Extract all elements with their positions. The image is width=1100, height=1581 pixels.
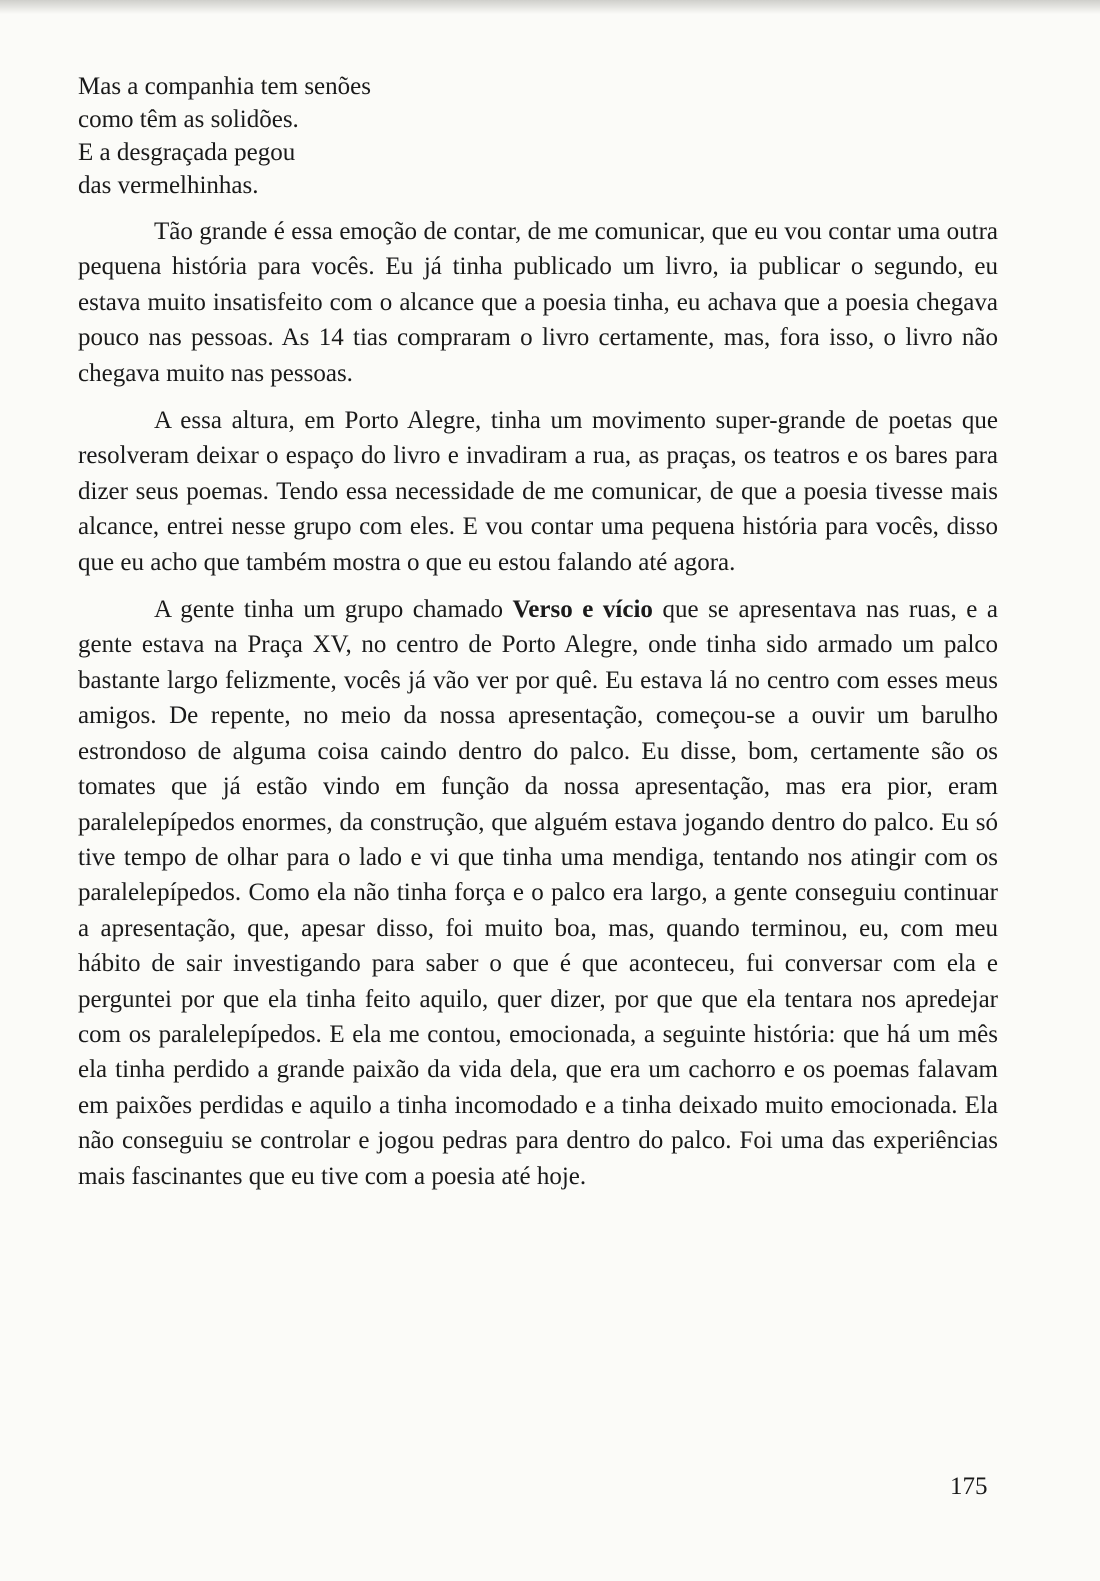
book-page <box>78 70 998 1206</box>
page-number: 175 <box>950 1473 988 1500</box>
group-name-bold: Verso e vício <box>512 596 653 624</box>
paragraph-text: que se apresentava nas ruas, e a gente estava na Praça XV, no centro de Porto Alegre, onde tinha sido armado um palco bastante largo felizmente, vocês já vão ver por quê. Eu estava lá no centro com esses meus amigos. De repente, no meio da nossa apresentação, começou-se a ouvir um barulho estrondoso de alguma coisa caindo dentro do palco. Eu disse, bom, certamente são os tomates que já estão vindo em função da nossa apresentação, mas era pior, eram paralelepípedos enormes, da construção, que alguém estava jogando dentro do palco. Eu só tive tempo de olhar para o lado e vi que tinha uma mendiga, tentando nos atingir com os paralelepípedos. Como ela não tinha força e o palco era largo, a gente conseguiu continuar a apresentação, que, apesar disso, foi muito boa, mas, quando terminou, eu, com meu hábito de sair investigando para saber o que é que aconteceu, fui conversar com ela e perguntei por que ela tinha feito aquilo, quer dizer, por que que ela tentara nos apredejar com os paralelepípedos. E ela me contou, emocionada, a seguinte história: que há um mês ela tinha perdido a grande paixão da vida dela, que era um cachorro e os poemas falavam em paixões perdidas e aquilo a tinha incomodado e a tinha deixado muito emocionada. Ela não conseguiu se controlar e jogou pedras para dentro do palco. Foi uma das experiências mais fascinantes que eu tive com a poesia até hoje. <box>78 596 999 1190</box>
paragraph-verso-e-vicio-story <box>78 592 998 1194</box>
scan-edge-shadow <box>0 0 1100 14</box>
paragraph-text: A gente tinha um grupo chamado <box>154 596 513 624</box>
paragraph-second-story-intro: Tão grande é essa emoção de contar, de me comunicar, que eu vou contar uma outra pequena história para vocês. Eu já tinha publicado um livro, ia publicar o segundo, eu estava muito insatisfeito com o alcance que a poesia tinha, eu achava que a poesia chegava pouco nas pessoas. As 14 tias compraram o livro certamente, mas, fora isso, o livro não chegava muito nas pessoas. <box>78 218 998 387</box>
poem-line: como têm as solidões. <box>78 106 299 133</box>
poem-line: Mas a companhia tem senões <box>78 73 371 100</box>
poem-line: das vermelhinhas. <box>78 172 259 199</box>
paragraph-porto-alegre-movement: A essa altura, em Porto Alegre, tinha um movimento super-grande de poetas que resolveram deixar o espaço do livro e invadiram a rua, as praças, os teatros e os bares para dizer seus poemas. Tendo essa necessidade de me comunicar, de que a poesia tivesse mais alcance, entrei nesse grupo com eles. E vou contar uma pequena história para vocês, disso que eu acho que também mostra o que eu estou falando até agora. <box>78 407 998 576</box>
poem-line: E a desgraçada pegou <box>78 139 296 166</box>
poem-stanza <box>78 70 998 202</box>
